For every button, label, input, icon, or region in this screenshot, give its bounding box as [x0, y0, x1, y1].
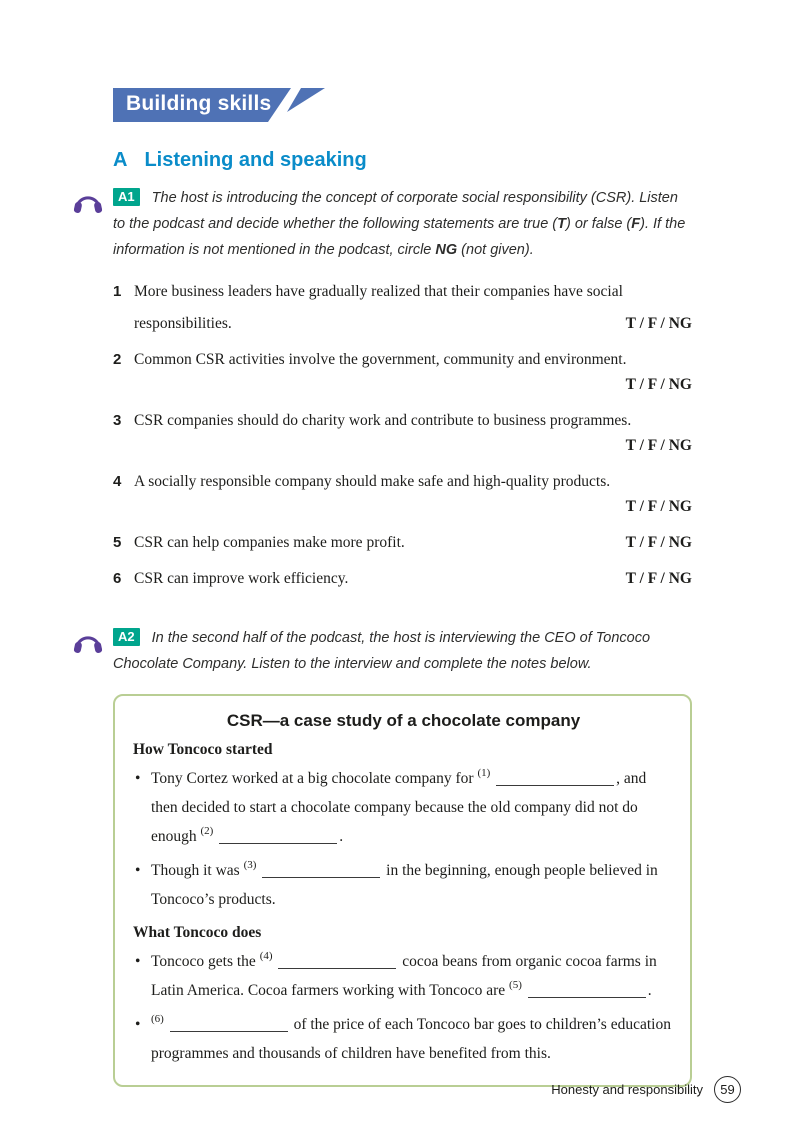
page-number-badge: 59 — [714, 1076, 741, 1103]
bullet-icon: • — [135, 1016, 141, 1033]
statement-text: CSR can improve work efficiency. — [134, 570, 349, 587]
answer-blank — [262, 862, 380, 879]
page-footer — [551, 1076, 741, 1103]
notes-section-heading: How Toncoco started — [133, 741, 273, 758]
a1-instructions-text: The host is introducing the concept of corporate social responsibility (CSR). Listen to the podcast and decide whether the following statements are true (T) or false (F). If the information is not mentioned in the podcast, circle NG (not given). — [113, 190, 686, 258]
statement-text: A socially responsible company should make safe and high-quality products. — [134, 473, 611, 490]
gap-number: (4) — [259, 949, 273, 962]
section-heading — [113, 149, 692, 172]
bullet-icon: • — [135, 770, 141, 787]
answer-blank — [170, 1016, 288, 1033]
answer-blank — [219, 828, 337, 845]
a2-instructions-text: In the second half of the podcast, the host is interviewing the CEO of Toncoco Chocolate Company. Listen to the interview and complete the notes below. — [113, 630, 651, 672]
notes-bullet — [133, 764, 674, 851]
gap-number: (6) — [151, 1012, 164, 1025]
statement-number: 6 — [113, 570, 122, 587]
statement-row — [113, 563, 692, 595]
notes-bullet — [133, 947, 674, 1005]
answer-blank — [278, 953, 396, 970]
statement-text: Common CSR activities involve the government, community and environment. — [134, 351, 627, 368]
statement-options-tfng: T / F / NG — [625, 534, 692, 551]
headphones-icon — [73, 626, 103, 665]
statement-text: CSR companies should do charity work and contribute to business programmes. — [134, 412, 632, 429]
notes-bullet-text: Toncoco gets the $^{(4)}$ cocoa beans from organic cocoa farms in Latin America. Cocoa farmers working with Toncoco are $^{(5)}$ . — [151, 949, 657, 999]
a2-instructions — [113, 625, 692, 677]
statement-text: More business leaders have gradually realized that their companies have social responsibilities. — [134, 283, 623, 332]
answer-blank — [528, 982, 646, 999]
gap-number: (1) — [477, 766, 491, 779]
statement-row — [113, 527, 692, 559]
statement-number: 1 — [113, 283, 122, 300]
section-letter: A — [113, 149, 128, 171]
notes-bullet-text: Though it was $^{(3)}$ in the beginning, enough people believed in Toncoco’s products. — [151, 858, 658, 908]
chapter-title: Honesty and responsibility — [551, 1082, 703, 1097]
a1-instructions — [113, 185, 692, 263]
statement-options-tfng: T / F / NG — [625, 437, 692, 454]
gap-number: (3) — [243, 858, 257, 871]
bullet-icon: • — [135, 953, 141, 970]
notes-box — [113, 694, 692, 1087]
statement-number: 4 — [113, 473, 122, 490]
banner-title: Building skills — [126, 92, 272, 115]
statement-row — [113, 466, 692, 523]
headphones-icon — [73, 186, 103, 225]
notes-bullet-text: Tony Cortez worked at a big chocolate company for $^{(1)}$ , and then decided to start a chocolate company because the old company did not do enough $^{(2)}$ . — [151, 766, 647, 845]
statement-number: 3 — [113, 412, 122, 429]
statement-row — [113, 405, 692, 462]
statement-number: 2 — [113, 351, 122, 368]
building-skills-banner — [113, 88, 325, 122]
statement-options-tfng: T / F / NG — [625, 498, 692, 515]
a1-badge: A1 — [113, 188, 140, 206]
a2-badge: A2 — [113, 628, 140, 646]
statement-row — [113, 276, 692, 340]
notes-section-heading: What Toncoco does — [133, 924, 262, 941]
notes-bullet — [133, 1010, 674, 1068]
statement-row — [113, 344, 692, 401]
answer-blank — [496, 770, 614, 787]
statement-number: 5 — [113, 534, 122, 551]
gap-number: (2) — [200, 824, 214, 837]
page-content — [113, 0, 692, 1087]
notes-title: CSR—a case study of a chocolate company — [226, 711, 581, 730]
statement-text: CSR can help companies make more profit. — [134, 534, 405, 551]
gap-number: (5) — [509, 978, 522, 991]
statement-options-tfng: T / F / NG — [625, 570, 692, 587]
notes-sections — [133, 741, 674, 1068]
statements-list — [113, 276, 692, 595]
notes-bullet-text: $^{(6)}$ of the price of each Toncoco bar goes to children’s education programmes and thousands of children have benefited from this. — [151, 1012, 671, 1062]
notes-bullet — [133, 856, 674, 914]
statement-options-tfng: T / F / NG — [625, 376, 692, 393]
bullet-icon: • — [135, 862, 141, 879]
statement-options-tfng: T / F / NG — [625, 315, 692, 332]
section-title: Listening and speaking — [144, 149, 367, 171]
